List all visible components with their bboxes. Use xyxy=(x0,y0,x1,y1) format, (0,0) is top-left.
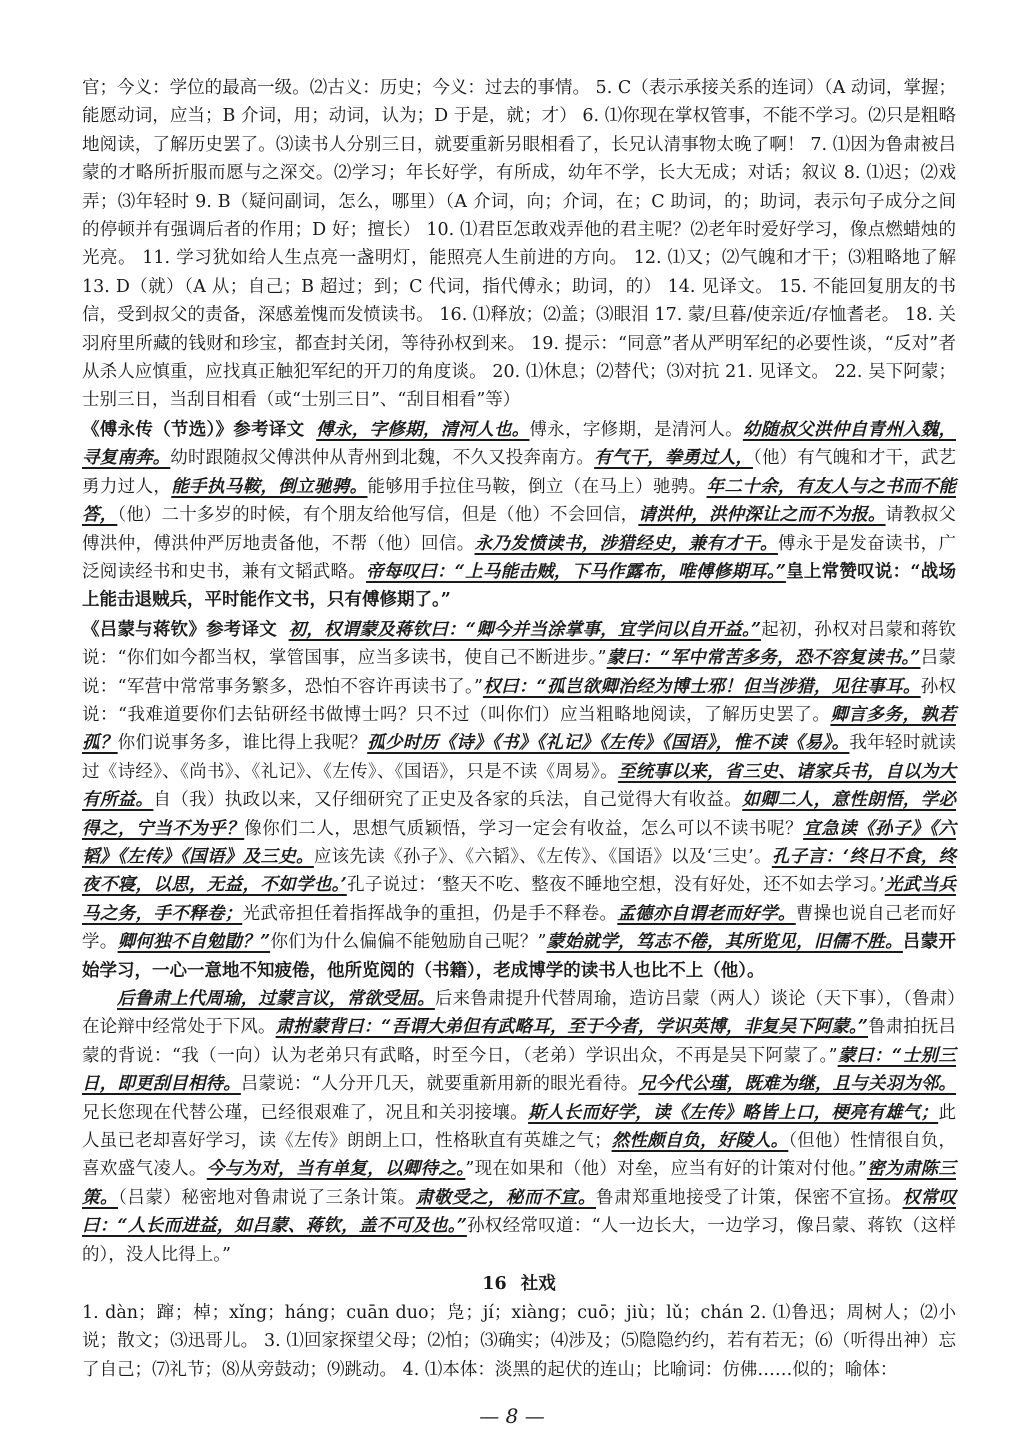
original-text-segment: 斯人长而好学，读《左传》略皆上口，梗亮有雄气； xyxy=(528,1102,939,1123)
translation-text-segment: 兄长您现在代替公瑾，已经很艰难了，况且和关羽接壤。 xyxy=(82,1102,529,1123)
original-text-segment: 密为肃陈三策。 xyxy=(82,1159,956,1208)
translation-text-segment: 后来鲁肃提升代替周瑜，造访吕蒙（两人）谈论（天下事），（鲁肃）在论辩中经常处于下风。 xyxy=(82,989,956,1038)
original-text-segment: 孤少时历《诗》《书》《礼记》《左传》《国语》，惟不读《易》。 xyxy=(367,733,850,754)
translation-body-lu-meng-2 xyxy=(82,989,956,1265)
original-text-segment: 肃敬受之，秘而不宣。 xyxy=(415,1187,597,1208)
translation-text-segment: 傅永于是发奋读书，广泛阅读经书和史书，兼有文韬武略。 xyxy=(82,533,956,582)
translation-text-segment: 请教叔父傅洪仲，傅洪仲严厉地责备他，不帮（他）回信。 xyxy=(82,505,957,554)
original-text-segment: 永乃发愤读书，涉猎经史，兼有才干。 xyxy=(474,533,778,554)
original-text-segment: 请洪仲，洪仲深让之而不为报。 xyxy=(638,505,886,526)
original-text-segment: 今与为对，当有单复，以卿待之。 xyxy=(206,1159,466,1180)
translation-text-segment: 此人虽已老却喜好学习，读《左传》朗朗上口，性格耿直有英雄之气； xyxy=(82,1102,956,1152)
translation-text-segment: 我年轻时就读过《诗经》、《尚书》、《礼记》、《左传》、《国语》，只是不读《周易》。 xyxy=(82,733,957,782)
translation-text-segment: 你们说事务多，谁比得上我呢？ xyxy=(117,733,368,754)
section-number: 16 xyxy=(482,1274,507,1295)
original-text-segment: 蒙始就学，笃志不倦，其所览见，旧儒不胜。 xyxy=(546,932,903,953)
translation-paragraph-lu-meng-2 xyxy=(82,985,956,1269)
original-text-segment: 能手执马鞍，倒立驰骋。 xyxy=(171,476,368,497)
translation-text-segment: 吕蒙开始学习，一心一意地不知疲倦，他所览阅的（书籍），老成博学的读书人也比不上（他）。 xyxy=(82,932,957,981)
original-text-segment: 权常叹曰：“人长而进益，如吕蒙、蒋钦，盖不可及也。” xyxy=(82,1187,957,1237)
translation-paragraph-fu-yong xyxy=(82,416,956,615)
original-text-segment: 帝每叹曰：“上马能击贼，下马作露布，唯傅修期耳。” xyxy=(366,561,786,582)
section-answer-paragraph: 1. dàn；蹿；棹；xǐng；háng；cuān duo；凫；jí；xiàng；cuō；jiù；lǔ；chán 2. ⑴鲁迅；周树人；⑵小说；散文；⑶迅哥儿。 3. ⑴回家探望父母；⑵怕；⑶确实；⑷涉及；⑸隐隐约约，若有若无；⑹（听得出神）忘了自己；⑺礼节；⑻从旁鼓动；⑼跳动。 4. ⑴本体：淡黑的起伏的连山；比喻词：仿佛……似的；喻体： xyxy=(82,1303,956,1380)
original-text-segment: 宜急读《孙子》《六韬》《左传》《国语》及三史。 xyxy=(82,818,957,867)
original-text-segment: 蒙曰：“士别三日，即更刮目相待。 xyxy=(82,1045,957,1095)
original-text-segment: 卿言多务，孰若孤？ xyxy=(82,704,956,754)
section-heading xyxy=(82,1269,956,1299)
original-text-segment: 肃拊蒙背曰：“吾谓大弟但有武略耳，至于今者，学识英博，非复吴下阿蒙。” xyxy=(275,1017,868,1038)
original-text-segment: 卿何独不自勉勖？” xyxy=(117,932,271,953)
original-text-segment: 孟德亦自谓老而好学。 xyxy=(617,903,796,924)
translation-text-segment: 鲁肃郑重地接受了计策，保密不宣扬。 xyxy=(596,1187,903,1208)
original-text-segment: 幼随叔父洪仲自青州入魏，寻复南奔。 xyxy=(82,419,957,469)
original-text-segment: 如卿二人，意性朗悟，学必得之，宁当不为乎？ xyxy=(82,790,956,839)
original-text-segment: 有气干，拳勇过人， xyxy=(594,448,754,469)
translation-text-segment: 应该先读《孙子》、《六韬》、《左传》、《国语》以及‘三史’。 xyxy=(313,846,772,867)
translation-text-segment: 像你们二人，思想气质颖悟，学习一定会有收益，怎么可以不读书呢？ xyxy=(244,818,804,839)
original-text-segment: 至统事以来，省三史、诸家兵书，自以为大有所益。 xyxy=(82,761,957,811)
translation-text-segment: 孙权经常叹道：“人一边长大，一边学习，像吕蒙、蒋钦（这样的），没人比得上。” xyxy=(82,1216,956,1265)
translation-text-segment: （吕蒙）秘密地对鲁肃说了三条计策。 xyxy=(118,1187,416,1208)
translation-text-segment: 吕蒙说：“军营中常常事务繁多，恐怕不容许再读书了。” xyxy=(82,648,956,697)
translation-text-segment: （他）二十多岁的时候，有个朋友给他写信，但是（他）不会回信， xyxy=(117,505,639,526)
section-title: 社戏 xyxy=(520,1274,556,1295)
original-text-segment: 年二十余，有友人与之书而不能答， xyxy=(82,476,956,526)
translation-paragraph-lu-meng-1 xyxy=(82,616,956,985)
translation-body-fu-yong xyxy=(82,420,956,610)
translation-text-segment: 曹操也说自己老而好学。 xyxy=(82,903,956,953)
translation-fu-yong xyxy=(82,416,956,615)
translation-title-fu-yong: 《傅永传（节选）》参考译文 xyxy=(82,419,305,440)
translation-text-segment: （但他）性情很自负，喜欢盛气凌人。 xyxy=(82,1131,957,1180)
translation-text-segment: 你们为什么偏偏不能勉励自己呢？” xyxy=(270,932,547,953)
original-text-segment: 傅永，字修期，清河人也。 xyxy=(316,419,530,440)
translation-title-lu-meng: 《吕蒙与蒋钦》参考译文 xyxy=(82,619,277,640)
original-text-segment: 然性颇自负，好陵人。 xyxy=(611,1131,789,1152)
original-text-segment: 蒙曰：“军中常苦多务，恐不容复读书。” xyxy=(606,648,921,669)
translation-text-segment: 孔子说过：‘整天不吃、整夜不睡地空想，没有好处，还不如去学习。’ xyxy=(346,875,885,896)
translation-text-segment: 皇上常赞叹说：“战场上能击退贼兵，平时能作文书，只有傅修期了。” xyxy=(82,561,956,611)
original-text-segment: 初，权谓蒙及蒋钦曰：“卿今并当涂掌事，宜学问以自开益。” xyxy=(288,619,762,640)
translation-text-segment: （他）有气魄和才干，武艺勇力过人， xyxy=(82,448,957,497)
original-text-segment: 权曰：“孤岂欲卿治经为博士邪！但当涉猎，见往事耳。 xyxy=(482,676,921,697)
translation-body-lu-meng-1 xyxy=(82,620,956,981)
translation-text-segment: 鲁肃拍抚吕蒙的背说：“我（一向）认为老弟只有武略，时至今日，（老弟）学识出众，不再是吴下阿蒙了。” xyxy=(82,1017,956,1066)
page-number: — 8 — xyxy=(479,1404,545,1428)
translation-text-segment: 傅永，字修期，是清河人。 xyxy=(529,419,743,440)
section-answer-block xyxy=(82,1299,956,1384)
translation-text-segment: 起初，孙权对吕蒙和蒋钦说：“你们如今都当权，掌管国事，应当多读书，使自己不断进步。” xyxy=(82,619,956,669)
translation-text-segment: ”现在如果和（他）对垒，应当有好的计策对付他。” xyxy=(465,1159,867,1180)
original-text-segment: 光武当兵马之务，手不释卷； xyxy=(82,875,957,924)
translation-text-segment: 能够用手拉住马鞍，倒立（在马上）驰骋。 xyxy=(367,476,707,497)
translation-text-segment: 孙权说：“我难道要你们去钻研经书做博士吗？只不过（叫你们）应当粗略地阅读，了解历史罢了。 xyxy=(82,676,956,725)
answer-block xyxy=(82,74,956,415)
original-text-segment: 后鲁肃上代周瑜，过蒙言议，常欲受屈。 xyxy=(117,989,435,1009)
original-text-segment: 兄今代公瑾，既难为继，且与关羽为邻。 xyxy=(638,1074,957,1095)
original-text-segment: 孔子言：‘终日不食，终夜不寝，以思，无益，不如学也。’ xyxy=(82,846,957,896)
answer-paragraph: 官；今义：学位的最高一级。⑵古义：历史；今义：过去的事情。 5. C（表示承接关系的连词）（A 动词，掌握；能愿动词，应当；B 介词，用；动词，认为；D 于是，就；才） 6. ⑴你现在掌权管事，不能不学习。⑵只是粗略地阅读，了解历史罢了。⑶读书人分别三日，就要重新另眼相看了，长兄认清事物太晚了啊！ 7. ⑴因为鲁肃被吕蒙的才略所折服而愿与之深交。⑵学习；年长好学，有所成，幼年不学，长大无成；对话；叙议 8. ⑴迟；⑵戏弄；⑶年轻时 9. B（疑问副词，怎么，哪里）（A 介词，向；介词，在；C 助词，的；助词，表示句子成分之间的停顿并有强调后者的作用；D 好；擅长） 10. ⑴君臣怎敢戏弄他的君主呢？⑵老年时爱好学习，像点燃蜡烛的光亮。 11. 学习犹如给人生点亮一盏明灯，能照亮人生前进的方向。 12. ⑴又；⑵气魄和才干；⑶粗略地了解 13. D（就）（A 从；自己；B 超过；到；C 代词，指代傅永；助词，的） 14. 见译文。 15. 不能回复朋友的书信，受到叔父的责备，深感羞愧而发愤读书。 16. ⑴释放；⑵盖；⑶眼泪 17. 蒙/旦暮/使亲近/存恤耆老。 18. 关羽府里所藏的钱财和珍宝，都查封关闭，等待孙权到来。 19. 提示：“同意”者从严明军纪的必要性谈，“反对”者从杀人应慎重，应找真正触犯军纪的开刀的角度谈。 20. ⑴休息；⑵替代；⑶对抗 21. 见译文。 22. 吴下阿蒙；士别三日，当刮目相看（或“士别三日”、“刮目相看”等） xyxy=(82,78,956,411)
translation-text-segment: 自（我）执政以来，又仔细研究了正史及各家的兵法，自己觉得大有收益。 xyxy=(153,790,743,811)
translation-text-segment: 光武帝担任着指挥战争的重担，仍是手不释卷。 xyxy=(242,903,618,924)
translation-lu-meng xyxy=(82,616,956,1269)
translation-text-segment: 幼时跟随叔父傅洪仲从青州到北魏，不久又投奔南方。 xyxy=(170,448,595,469)
translation-text-segment: 吕蒙说：“人分开几天，就要重新用新的眼光看待。 xyxy=(240,1074,639,1095)
